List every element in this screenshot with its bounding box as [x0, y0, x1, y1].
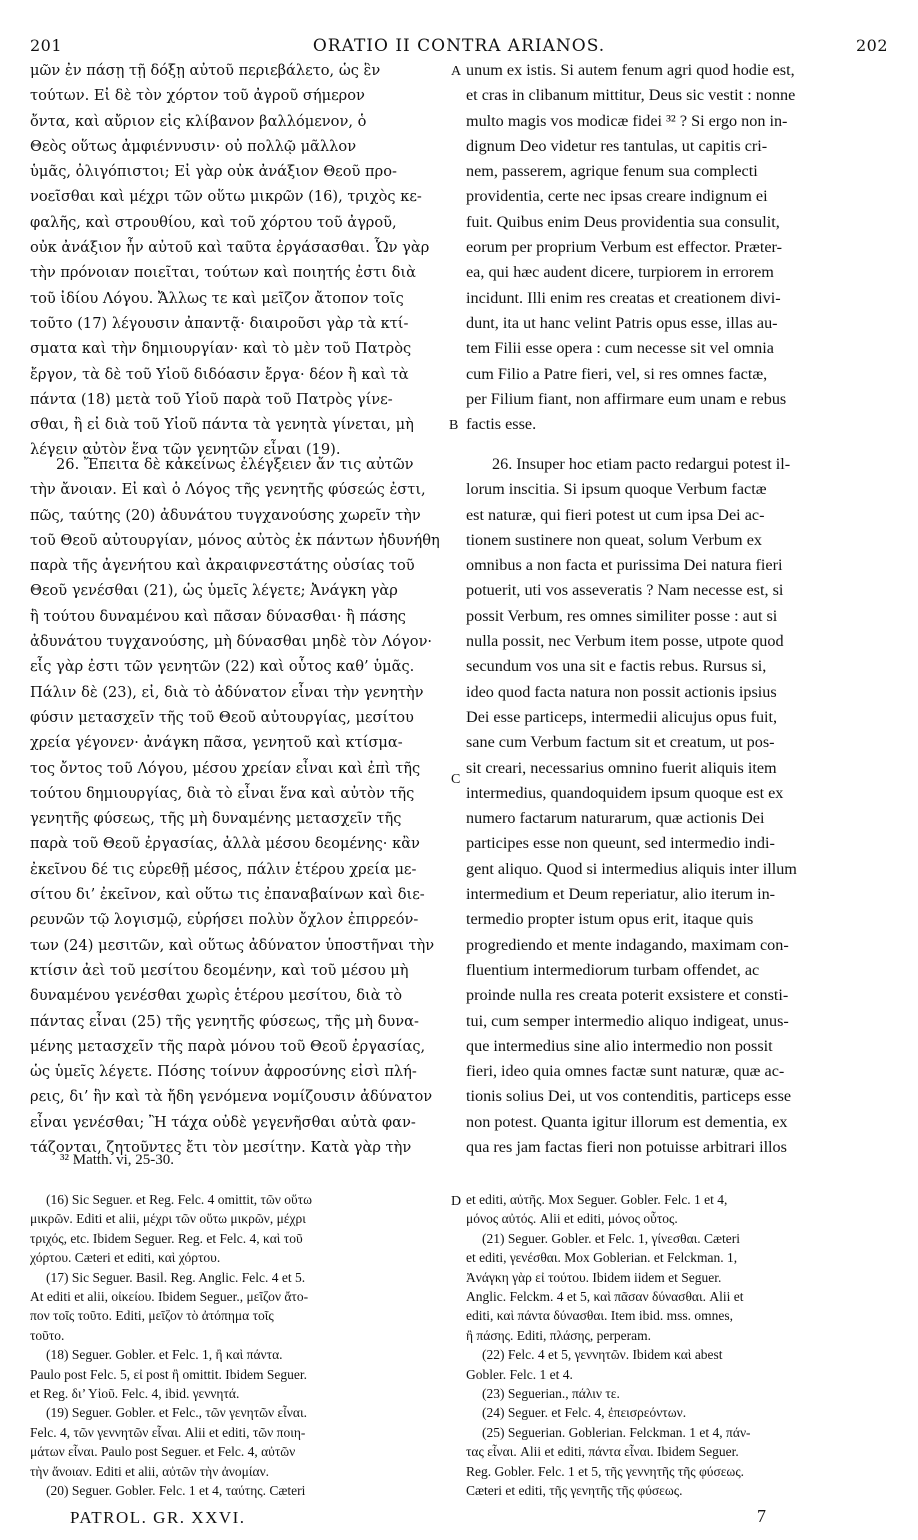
greek-text-line: ὑμᾶς, ὀλιγόπιστοι; Εἰ γὰρ οὐκ ἀνάξιον Θεοῦ προ- [30, 163, 397, 181]
greek-text-line: ἐκεῖνου δέ τις εὑρεθῇ μέσος, πάλιν ἑτέρου χρεία με- [30, 860, 417, 878]
latin-text-line: qua res jam factas fieri non potuisse arbitrari illos [466, 1138, 787, 1157]
latin-text-line: fluentium intermediorum turbam offendet, ac [466, 960, 760, 979]
page-number-left: 201 [30, 36, 63, 55]
variant-note-line: (20) Seguer. Gobler. Felc. 1 et 4, ταύτης. Cæteri [46, 1483, 306, 1499]
latin-text-line: eorum per proprium Verbum est effector. Præter- [466, 238, 782, 257]
variant-note-line: (21) Seguer. Gobler. et Felc. 1, γίνεσθαι. Cæteri [482, 1230, 741, 1246]
latin-text-line: participes esse non queunt, sed intermedio indi- [466, 834, 775, 853]
latin-text-line: tem Filii esse opera : cum necesse sit vel omnia [466, 339, 774, 358]
variant-note-line: (25) Seguerian. Goblerian. Felckman. 1 et 4, πάν- [482, 1424, 751, 1440]
latin-text-line: unum ex istis. Si autem fenum agri quod hodie est, [466, 61, 795, 79]
variant-notes-right [466, 1190, 886, 1501]
latin-text-line: numero factarum naturarum, quæ actionis Dei [466, 809, 765, 828]
variant-note-line: Ἀνάγκη γὰρ εἰ τούτου. Ibidem iidem et Seguer. [466, 1269, 722, 1285]
latin-text-line: dignum Deo videtur res tantulas, ut capitis cri- [466, 136, 768, 155]
variant-note-line: Reg. Gobler. Felc. 1 et 5, τῆς γεννητῆς τῆς φύσεως. [466, 1463, 745, 1479]
latin-text-line: nem, passerem, agrique fenum sua complecti [466, 162, 758, 181]
greek-text-line: τος ὄντος τοῦ Λόγου, μέσου χρείαν εἶναι καὶ ἐπὶ τῆς [30, 759, 421, 777]
variant-note-line: editi, καὶ πάντα δύνασθαι. Item ibid. mss. omnes, [466, 1308, 734, 1324]
variant-note-line: χόρτου. Cæteri et editi, καὶ χόρτου. [30, 1250, 221, 1266]
variant-note-line: (24) Seguer. et Felc. 4, ἐπεισρεόντων. [482, 1405, 687, 1421]
greek-text-line: τούτου δημιουργίας, διὰ τὸ εἶναι ἕνα καὶ αὐτὸν τῆς [30, 784, 415, 802]
variant-note-line: (23) Seguerian., πάλιν τε. [482, 1386, 620, 1402]
greek-text-line: εἷς γὰρ ἐστι τῶν γενητῶν (22) καὶ οὗτος καθ’ ὑμᾶς. [30, 658, 415, 676]
greek-text-line: 26. Ἔπειτα δὲ κἀκείνως ἐλέγξειεν ἄν τις αὐτῶν [56, 456, 414, 473]
variant-note-line: τας εἶναι. Alii et editi, πάντα εἶναι. Ibidem Seguer. [466, 1444, 739, 1460]
latin-text-line: dunt, ita ut hanc velint Patris opus esse, illas au- [466, 313, 778, 332]
greek-text-line: τοῦ Θεοῦ αὐτουργίαν, μόνος αὐτὸς ἐκ πάντων ἠδυνήθη [30, 531, 440, 549]
variant-note-line: et editi, αὐτῆς. Mox Seguer. Gobler. Felc. 1 et 4, [466, 1192, 728, 1207]
greek-text-line: ὄντα, καὶ αὔριον εἰς κλίβανον βαλλόμενον, ὁ [30, 112, 367, 130]
greek-text-line: μένης μετασχεῖν τῆς παρὰ μόνου τοῦ Θεοῦ ἐργασίας, [30, 1037, 426, 1055]
variant-notes-left [30, 1190, 456, 1501]
variant-note-line: τοῦτο. [30, 1327, 65, 1343]
greek-text-line: πῶς, ταύτης (20) ἀδυνάτου τυγχανούσης χωρεῖν τὴν [30, 506, 421, 524]
variant-note-line: Anglic. Felckm. 4 et 5, καὶ πᾶσαν δύνασθαι. Alii et [466, 1289, 744, 1305]
variant-note-line: Paulo post Felc. 5, εἰ post ἢ omittit. Ibidem Seguer. [30, 1366, 307, 1382]
latin-text-line: providentia, certe nec ipsas creare indignum ei [466, 187, 768, 206]
latin-text-line: tui, cum semper intermedio aliquo indigeat, unus- [466, 1011, 789, 1030]
greek-text-line: ὡς ὑμεῖς λέγετε. Πόσης τοίνυν ἀφροσύνης εἰσὶ πλή- [30, 1063, 417, 1081]
greek-text-line: ἔργον, τὰ δὲ τοῦ Υἱοῦ διδόασιν ἔργα· δέον ἢ καὶ τὰ [30, 365, 409, 383]
variant-note-line: πον τοῖς τοῦτο. Editi, μεῖζον τὸ ἀτόπημα τοῖς [30, 1308, 274, 1324]
greek-text-line: χρεία γέγονεν· ἀνάγκη πᾶσα, γενητοῦ καὶ κτίσμα- [30, 734, 403, 752]
latin-text-line: per Filium fiant, non affirmare eum unam e rebus [466, 389, 787, 408]
variant-note-line: τριχός, etc. Ibidem Seguer. Reg. et Felc. 4, καὶ τοῦ [30, 1230, 303, 1246]
latin-column-section-1 [466, 58, 886, 437]
greek-text-line: παρὰ τῆς ἀγενήτου καὶ ἀκραιφνεστάτης οὐσίας τοῦ [30, 557, 415, 575]
greek-text-line: φύσιν μετασχεῖν τῆς τοῦ Θεοῦ αὐτουργίας, μεσίτου [30, 708, 414, 726]
latin-text-line: termedio propter istum opus erit, itaque quis [466, 910, 754, 929]
variant-note-line: Cæteri et editi, τῆς γενητῆς τῆς φύσεως. [466, 1483, 683, 1499]
greek-text-line: γενητῆς φύσεως, τῆς μὴ δυναμένης μετασχεῖν τῆς [30, 810, 402, 828]
greek-text-line: τοῦ ἰδίου Λόγου. Ἄλλως τε καὶ μεῖζον ἄτοπον τοῖς [30, 289, 404, 307]
greek-text-line: ρευνῶν τῷ λογισμῷ, εὑρήσει πολὺν ὄχλον ἐπιρρεόν- [30, 911, 419, 929]
variant-note-line: τὴν ἄνοιαν. Editi et alii, αὐτῶν τὴν ἀνομίαν. [30, 1463, 270, 1479]
latin-text-line: proinde nulla res creata poterit exsistere et consti- [466, 986, 789, 1005]
greek-text-line: Θεοῦ γενέσθαι (21), ὡς ὑμεῖς λέγετε; Ἀνάγκη γὰρ [30, 582, 398, 600]
margin-letter-d: D [451, 1194, 462, 1209]
latin-text-line: ideo quod facta natura non possit actionis ipsius [466, 682, 777, 701]
latin-text-line: sit creari, necessarius omnino fuerit aliquis item [466, 758, 777, 777]
latin-text-line: potuerit, uti vos asseveratis ? Nam necesse est, si [466, 581, 784, 600]
latin-text-line: gent aliquo. Quod si intermedius aliquis inter illum [466, 859, 797, 878]
greek-text-line: φαλῆς, καὶ στρουθίου, καὶ τοῦ χόρτου τοῦ ἀγροῦ, [30, 213, 397, 231]
latin-text-line: sane cum Verbum factum sit et creatum, ut pos- [466, 733, 775, 752]
margin-letter-a: A [451, 64, 462, 79]
greek-text-line: τοῦτο (17) λέγουσιν ἀπαντᾷ· διαιροῦσι γὰρ τὰ κτί- [30, 314, 409, 332]
latin-text-line: 26. Insuper hoc etiam pacto redargui potest il- [492, 455, 791, 473]
greek-text-line: τούτων. Εἰ δὲ τὸν χόρτον τοῦ ἀγροῦ σήμερον [30, 87, 365, 105]
greek-text-line: μῶν ἐν πάσῃ τῇ δόξῃ αὐτοῦ περιεβάλετο, ὡς ἓν [30, 62, 381, 79]
variant-note-line: At editi et alii, οἰκείου. Ibidem Seguer., μεῖζον ἄτο- [30, 1289, 309, 1305]
latin-text-line: tionem sustinere non queat, solum Verbum ex [466, 530, 762, 549]
margin-letter-c: C [451, 772, 461, 787]
greek-text-line: οὐκ ἀνάξιον ἦν αὐτοῦ καὶ ταῦτα ἐργάσασθαι. Ὧν γὰρ [30, 239, 430, 257]
variant-note-line: μικρῶν. Editi et alii, μέχρι τῶν οὕτω μικρῶν, μέχρι [30, 1211, 306, 1227]
greek-text-line: νοεῖσθαι καὶ μέχρι τῶν οὕτω μικρῶν (16), τριχὸς κε- [30, 188, 422, 206]
variant-note-line: (19) Seguer. Gobler. et Felc., τῶν γενητῶν εἶναι. [46, 1405, 307, 1421]
greek-text-line: Πάλιν δὲ (23), εἰ, διὰ τὸ ἀδύνατον εἶναι τὴν γενητὴν [30, 683, 424, 701]
greek-text-line: τὴν πρόνοιαν ποιεῖται, τούτων καὶ ποιητής ἐστι διὰ [30, 264, 416, 282]
greek-text-line: παρὰ τοῦ Θεοῦ ἐργασίας, ἀλλὰ μέσου δεομένης· κἂν [30, 835, 420, 853]
greek-text-line: πάντας εἶναι (25) τῆς γενητῆς φύσεως, τῆς μὴ δυνα- [30, 1012, 419, 1030]
greek-text-line: ἢ τούτου δυναμένου καὶ πᾶσαν δύνασθαι· ἢ πάσης [30, 607, 406, 625]
greek-text-line: ἀδυνάτου τυγχανούσης, μὴ δύνασθαι μηδὲ τὸν Λόγον· [30, 633, 433, 651]
latin-text-line: nulla possit, nec Verbum item posse, utpote quod [466, 632, 784, 651]
latin-text-line: cum Filio a Patre fieri, vel, si res omnes factæ, [466, 364, 768, 383]
latin-text-line: que intermedius sine alio intermedio non possit [466, 1036, 773, 1055]
latin-text-line: Dei esse particeps, intermedii alicujus opus fuit, [466, 707, 778, 726]
variant-note-line: μόνος αὐτός. Alii et editi, μόνος οὗτος. [466, 1211, 678, 1227]
variant-note-line: (16) Sic Seguer. et Reg. Felc. 4 omittit, τῶν οὕτω [46, 1192, 313, 1207]
greek-text-line: τὴν ἄνοιαν. Εἰ καὶ ὁ Λόγος τῆς γενητῆς φύσεώς ἐστι, [30, 481, 426, 499]
latin-text-line: factis esse. [466, 415, 537, 434]
footer-volume: PATROL. GR. XXVI. [70, 1508, 246, 1527]
latin-text-line: secundum vos una sit e factis rebus. Rursus si, [466, 657, 767, 676]
latin-text-line: intermedius, quandoquidem ipsum quoque est ex [466, 783, 784, 802]
greek-text-line: δυναμένου γενέσθαι χωρὶς ἑτέρου μεσίτου, διὰ τὸ [30, 987, 403, 1005]
greek-text-line: λέγειν αὐτὸν ἕνα τῶν γενητῶν εἶναι (19). [30, 441, 341, 459]
latin-text-line: fieri, ideo quia omnes factæ sunt naturæ, quæ ac- [466, 1062, 785, 1081]
latin-text-line: multo magis vos modicæ fidei ³² ? Si ergo non in- [466, 111, 788, 130]
latin-text-line: lorum inscitia. Si ipsum quoque Verbum factæ [466, 480, 767, 499]
variant-note-line: et editi, γενέσθαι. Mox Goblerian. et Felckman. 1, [466, 1250, 738, 1266]
greek-column-section-2 [30, 452, 448, 1160]
latin-text-line: fuit. Quibus enim Deus providentia sua consulit, [466, 212, 780, 231]
variant-note-line: Felc. 4, τῶν γεννητῶν εἶναι. Alii et editi, τῶν ποιη- [30, 1424, 306, 1440]
variant-note-line: Gobler. Felc. 1 et 4. [466, 1366, 573, 1382]
margin-letter-b: B [449, 418, 459, 433]
page-number-right: 202 [855, 36, 888, 55]
latin-text-line: possit Verbum, res omnes similiter posse : aut si [466, 606, 778, 625]
variant-note-line: et Reg. δι’ Υἱοῦ. Felc. 4, ibid. γεννητά. [30, 1386, 240, 1402]
running-title: ORATIO II CONTRA ARIANOS. [312, 36, 606, 56]
latin-text-line: ea, qui hæc audent dicere, turpiorem in errorem [466, 263, 774, 282]
variant-note-line: ἢ πάσης. Editi, πλάσης, perperam. [466, 1327, 651, 1343]
greek-text-line: σίτου δι’ ἐκεῖνον, καὶ οὕτω τις ἐπαναβαίνων καὶ διε- [30, 886, 425, 904]
latin-text-line: est naturæ, qui fieri potest ut cum ipsa Dei ac- [466, 505, 765, 524]
latin-column-section-2 [466, 452, 886, 1160]
greek-text-line: εἶναι γενέσθαι; Ἢ τάχα οὐδὲ γεγενῆσθαι αὐτὰ φαν- [30, 1113, 416, 1131]
footer-signature: 7 [757, 1506, 766, 1526]
greek-text-line: κτίσιν ἀεὶ τοῦ μεσίτου δεομένην, καὶ τοῦ μέσου μὴ [30, 961, 409, 979]
page-header [30, 36, 888, 60]
greek-text-line: σματα καὶ τὴν δημιουργίαν· καὶ τὸ μὲν τοῦ Πατρὸς [30, 340, 412, 358]
greek-text-line: πάντα (18) μετὰ τοῦ Υἱοῦ παρὰ τοῦ Πατρὸς γίνε- [30, 390, 393, 408]
greek-column-section-1 [30, 58, 448, 463]
latin-text-line: non potest. Quanta igitur illorum est dementia, ex [466, 1112, 788, 1131]
latin-text-line: et cras in clibanum mittitur, Deus sic vestit : nonne [466, 86, 796, 105]
variant-note-line: μάτων εἶναι. Paulo post Seguer. et Felc. 4, αὐτῶν [30, 1444, 296, 1460]
variant-note-line: (17) Sic Seguer. Basil. Reg. Anglic. Felc. 4 et 5. [46, 1269, 306, 1285]
greek-text-line: ρεις, δι’ ἣν καὶ τὰ ἤδη γενόμενα νομίζουσιν ἀδύνατον [30, 1088, 433, 1106]
latin-text-line: incidunt. Illi enim res creatas et creationem divi- [466, 288, 781, 307]
greek-text-line: σθαι, ἢ εἰ διὰ τοῦ Υἱοῦ πάντα τὰ γενητὰ γίνεται, μὴ [30, 416, 414, 434]
variant-note-line: (18) Seguer. Gobler. et Felc. 1, ἢ καὶ πάντα. [46, 1347, 283, 1363]
greek-text-line: τάζονται, ζητοῦντες ἔτι τὸν μεσίτην. Κατὰ γὰρ τὴν [30, 1139, 412, 1157]
latin-text-line: intermedium et Deum reperiatur, alio iterum in- [466, 885, 776, 904]
scripture-footnote: ³² Matth. vi, 25-30. [60, 1152, 174, 1168]
latin-text-line: omnibus a non facta et purissima Dei natura fieri [466, 556, 783, 575]
latin-text-line: progrediendo et mente indagando, maximam con- [466, 935, 789, 954]
greek-text-line: Θεὸς οὕτως ἀμφιέννυσιν· οὐ πολλῷ μᾶλλον [30, 137, 357, 155]
variant-note-line: (22) Felc. 4 et 5, γεννητῶν. Ibidem καὶ abest [482, 1347, 723, 1363]
greek-text-line: των (24) μεσιτῶν, καὶ οὕτως ἀδύνατον ὑποστῆναι τὴν [30, 936, 435, 954]
latin-text-line: tionis solius Dei, ut vos contenditis, particeps esse [466, 1087, 792, 1106]
